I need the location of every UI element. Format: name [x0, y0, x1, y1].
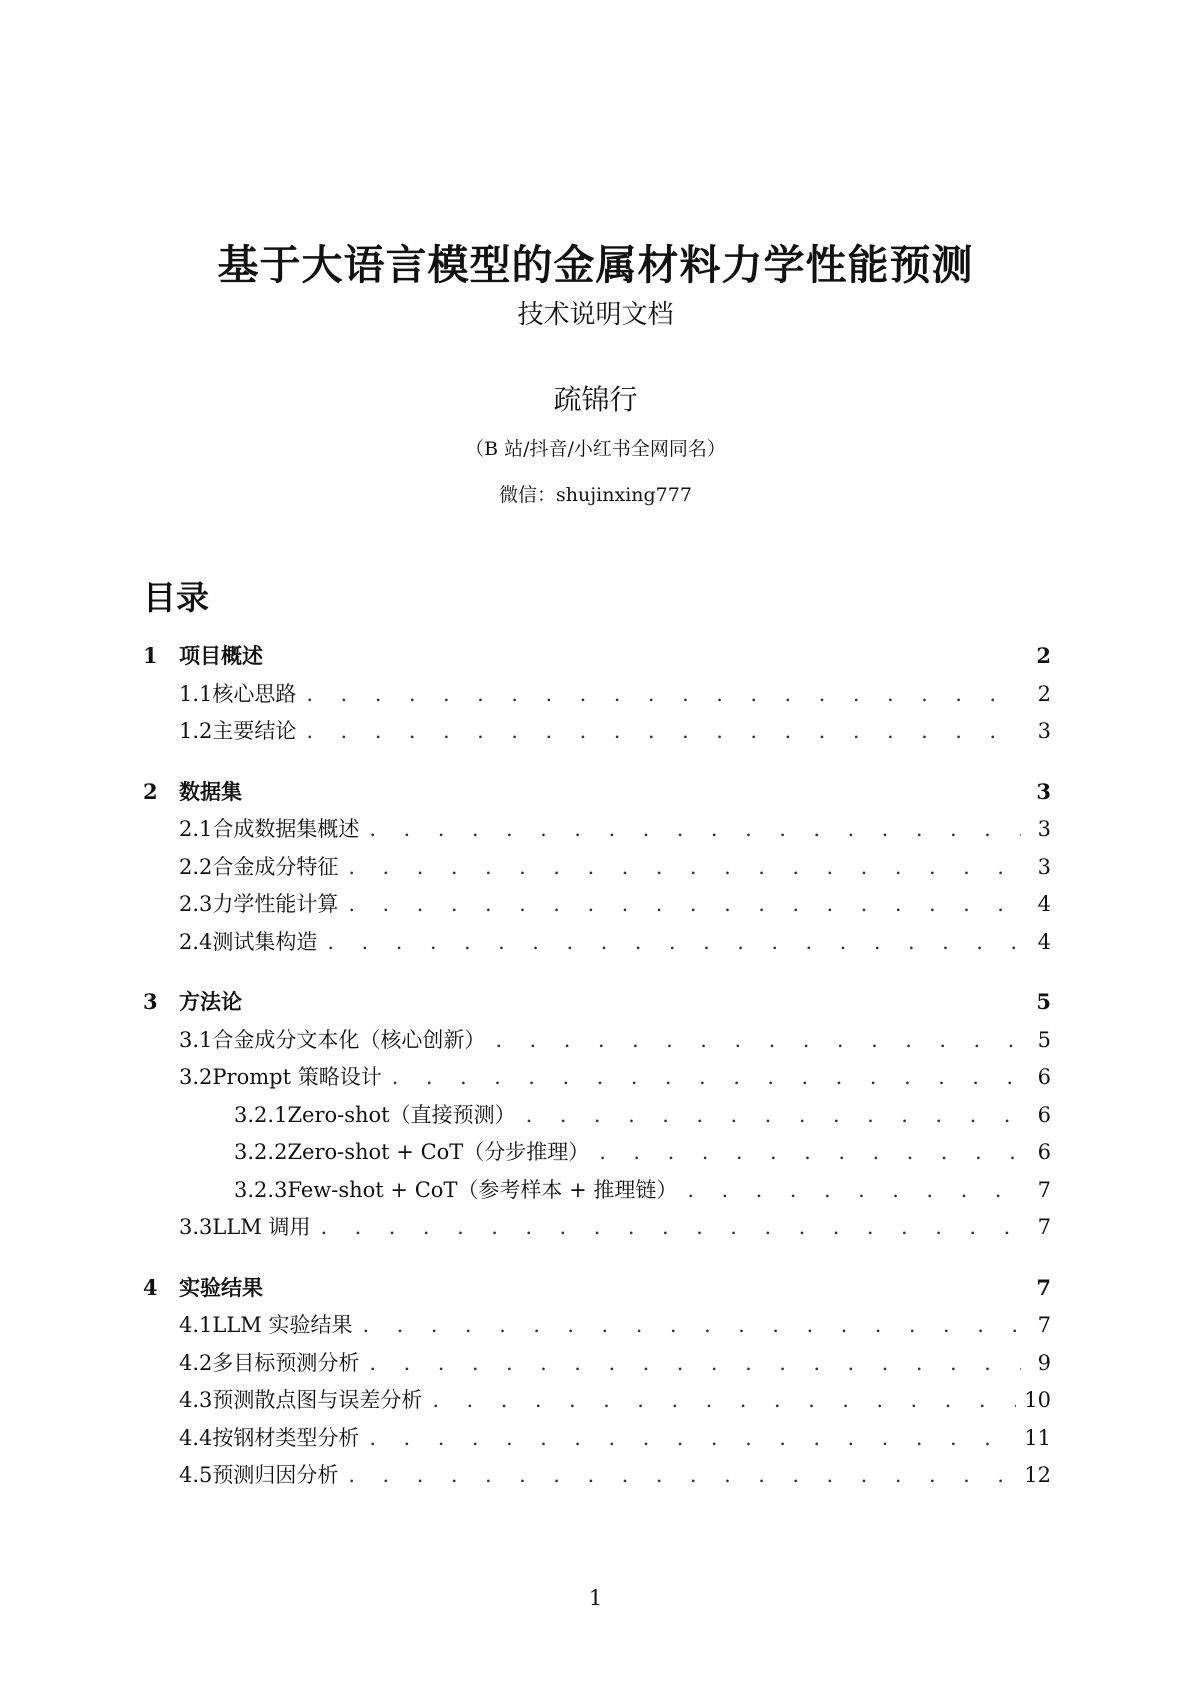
toc-entry-page: 10 [1024, 1388, 1051, 1412]
toc-entry-number: 4.2 [179, 1350, 213, 1375]
toc-entry-number: 2 [143, 778, 158, 804]
document-title: 基于大语言模型的金属材料力学性能预测 [217, 241, 974, 289]
toc-entry-page: 4 [1037, 892, 1051, 916]
toc-dot-leader [369, 817, 1021, 841]
toc-entry[interactable] [143, 1136, 1051, 1174]
toc-entry-label: Zero-shot（直接预测） [287, 1102, 516, 1127]
toc-entry-label: LLM 调用 [212, 1215, 311, 1239]
toc-entry-label: 预测散点图与误差分析 [212, 1388, 423, 1412]
toc-entry-page: 5 [1036, 989, 1051, 1014]
toc-entry-label: 合成数据集概述 [212, 817, 360, 841]
toc-entry-number: 2.4 [179, 929, 213, 954]
toc-entry-page: 7 [1037, 1215, 1051, 1239]
toc-entry[interactable] [143, 1211, 1051, 1249]
toc-entry[interactable] [143, 986, 1051, 1024]
toc-entry-page: 12 [1024, 1463, 1051, 1487]
toc-entry-page: 2 [1036, 643, 1051, 668]
toc-entry-number: 1 [143, 643, 158, 668]
toc-entry-page: 7 [1037, 1177, 1051, 1202]
toc-entry-number: 4.1 [179, 1313, 213, 1337]
toc-entry[interactable] [143, 1061, 1051, 1099]
toc-entry-number: 3.3 [179, 1215, 213, 1239]
toc-entry-label: 方法论 [179, 989, 242, 1014]
toc-entry-number: 4 [143, 1274, 158, 1300]
toc-entry-label: Few-shot + CoT（参考样本 + 推理链） [287, 1177, 678, 1202]
toc-entry[interactable] [143, 1347, 1051, 1385]
toc-entry-number: 3.2.1 [234, 1102, 288, 1127]
toc-entry-page: 3 [1037, 854, 1051, 879]
toc-entry-number: 1.2 [179, 719, 213, 743]
toc-entry-page: 3 [1037, 719, 1051, 743]
toc-entry[interactable] [143, 1309, 1051, 1347]
toc-dot-leader [495, 1028, 1021, 1052]
toc-entry[interactable] [143, 1174, 1051, 1212]
toc-dot-leader [369, 1351, 1021, 1375]
toc-entry-number: 2.3 [179, 892, 213, 916]
toc-entry-number: 3 [143, 989, 158, 1014]
toc-entry[interactable] [143, 678, 1051, 716]
toc-entry[interactable] [143, 813, 1051, 851]
toc-dot-leader [348, 1463, 1016, 1487]
toc-dot-leader [362, 1313, 1021, 1337]
toc-entry-page: 3 [1036, 778, 1051, 804]
toc-entry-label: Prompt 策略设计 [212, 1065, 382, 1089]
toc-entry-page: 9 [1037, 1350, 1051, 1375]
toc-dot-leader [348, 892, 1021, 916]
toc-entry-number: 2.1 [179, 817, 213, 841]
toc-entry-page: 11 [1024, 1425, 1051, 1450]
toc-entry[interactable] [143, 1422, 1051, 1460]
toc-dot-leader [306, 682, 1021, 706]
toc-dot-leader [392, 1065, 1021, 1089]
wechat-contact: 微信：shujinxing777 [499, 484, 692, 506]
toc-entry-label: LLM 实验结果 [212, 1313, 353, 1337]
toc-dot-leader [327, 930, 1021, 954]
toc-entry-number: 3.2.3 [234, 1177, 288, 1202]
toc-entry-label: 核心思路 [212, 681, 297, 706]
toc-heading: 目录 [143, 578, 209, 617]
toc-entry-label: 合金成分特征 [212, 854, 339, 879]
toc-entry-label: 主要结论 [212, 719, 297, 743]
toc-entry-number: 1.1 [179, 681, 213, 706]
toc-entry-label: 按钢材类型分析 [212, 1425, 360, 1450]
toc-dot-leader [599, 1140, 1021, 1164]
toc-entry-label: 测试集构造 [212, 929, 318, 954]
table-of-contents [143, 640, 1051, 1497]
toc-entry[interactable] [143, 926, 1051, 964]
toc-entry-number: 4.5 [179, 1463, 213, 1487]
toc-entry-number: 2.2 [179, 854, 213, 879]
toc-dot-leader [687, 1178, 1021, 1202]
toc-entry-page: 6 [1037, 1140, 1051, 1164]
toc-entry[interactable] [143, 1024, 1051, 1062]
toc-entry[interactable] [143, 1459, 1051, 1497]
toc-entry-label: 力学性能计算 [212, 892, 339, 916]
toc-entry-label: 数据集 [179, 778, 242, 804]
toc-entry-number: 3.2.2 [234, 1140, 288, 1164]
document-subtitle: 技术说明文档 [517, 300, 674, 330]
toc-entry-number: 4.3 [179, 1388, 213, 1412]
toc-entry-page: 6 [1037, 1102, 1051, 1127]
toc-entry-page: 2 [1037, 681, 1051, 706]
toc-entry-label: 实验结果 [179, 1274, 263, 1300]
toc-entry-page: 3 [1037, 817, 1051, 841]
toc-entry-label: 多目标预测分析 [212, 1350, 360, 1375]
toc-entry-label: 合金成分文本化（核心创新） [212, 1027, 486, 1052]
toc-entry[interactable] [143, 851, 1051, 889]
toc-entry-number: 3.1 [179, 1027, 213, 1052]
toc-dot-leader [432, 1388, 1016, 1412]
toc-entry-page: 7 [1036, 1274, 1051, 1300]
toc-entry-label: 项目概述 [179, 643, 263, 668]
toc-dot-leader [348, 855, 1021, 879]
title-block [0, 240, 1191, 508]
page-number: 1 [588, 1586, 603, 1610]
author-name: 疏锦行 [553, 383, 638, 416]
toc-dot-leader [320, 1215, 1021, 1239]
toc-entry-page: 4 [1037, 929, 1051, 954]
toc-entry[interactable] [143, 640, 1051, 678]
toc-entry-number: 3.2 [179, 1065, 213, 1089]
toc-entry-number: 4.4 [179, 1425, 213, 1450]
toc-entry[interactable] [143, 776, 1051, 814]
toc-entry-label: Zero-shot + CoT（分步推理） [287, 1140, 590, 1164]
toc-entry[interactable] [143, 715, 1051, 753]
toc-entry[interactable] [143, 888, 1051, 926]
toc-entry-label: 预测归因分析 [212, 1463, 339, 1487]
toc-entry-page: 6 [1037, 1065, 1051, 1089]
toc-dot-leader [369, 1426, 1016, 1450]
toc-entry[interactable] [143, 1099, 1051, 1137]
toc-dot-leader [306, 719, 1021, 743]
toc-entry[interactable] [143, 1272, 1051, 1310]
toc-dot-leader [526, 1103, 1021, 1127]
author-note: （B 站/抖音/小红书全网同名） [465, 438, 726, 460]
toc-entry[interactable] [143, 1384, 1051, 1422]
toc-entry-page: 5 [1037, 1027, 1051, 1052]
toc-entry-page: 7 [1037, 1313, 1051, 1337]
